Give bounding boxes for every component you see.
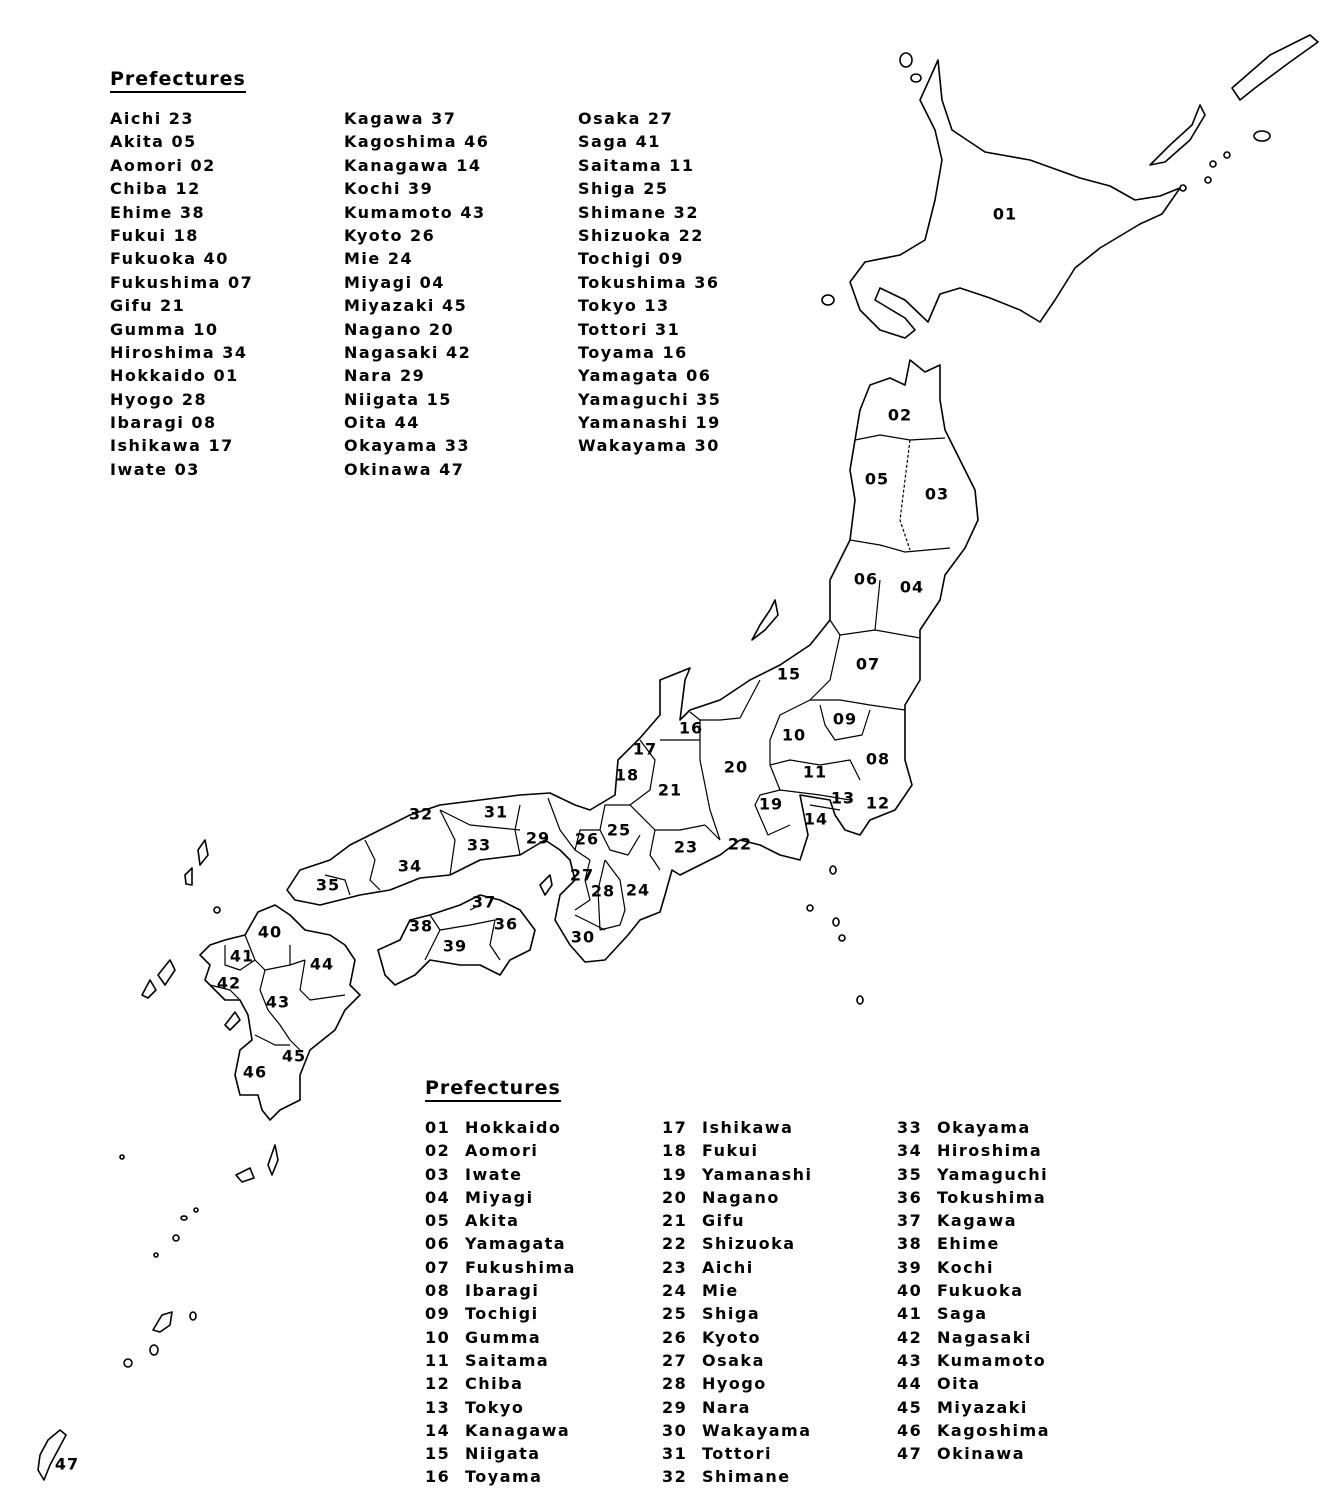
alpha-legend-entry: Kochi 39 — [344, 179, 434, 199]
numeric-legend-entry — [897, 1256, 1050, 1279]
numeric-legend-column-2 — [662, 1116, 812, 1489]
numeric-legend-code: 15 — [425, 1444, 451, 1464]
islet-3 — [1205, 177, 1211, 183]
map-prefecture-number: 31 — [483, 802, 509, 822]
numeric-legend-name: Yamagata — [465, 1234, 567, 1254]
numeric-legend-heading: Prefectures — [425, 1077, 561, 1102]
alpha-legend-entry: Fukuoka 40 — [110, 249, 229, 269]
numeric-legend-entry — [425, 1396, 576, 1419]
numeric-legend-column-1 — [425, 1116, 576, 1489]
numeric-legend-code: 26 — [662, 1327, 688, 1347]
numeric-legend-code: 23 — [662, 1257, 688, 1277]
map-prefecture-number: 45 — [281, 1046, 307, 1066]
numeric-legend-name: Fukui — [702, 1141, 759, 1161]
alpha-legend-entry: Hokkaido 01 — [110, 366, 239, 386]
map-prefecture-number: 29 — [525, 828, 551, 848]
numeric-legend-name: Fukuoka — [937, 1281, 1024, 1301]
numeric-legend-code: 01 — [425, 1118, 451, 1137]
numeric-legend-code: 04 — [425, 1187, 451, 1207]
alpha-legend-entry: Yamanashi 19 — [578, 413, 721, 433]
numeric-legend-entry — [662, 1209, 812, 1232]
islet-1 — [1210, 161, 1216, 167]
alpha-legend-entry: Saga 41 — [578, 132, 661, 152]
numeric-legend-code: 24 — [662, 1281, 688, 1301]
numeric-legend-entry — [425, 1419, 576, 1442]
numeric-legend-entry — [425, 1442, 576, 1465]
numeric-legend-entry — [897, 1442, 1050, 1465]
map-prefecture-number: 37 — [471, 892, 497, 912]
islet-4 — [1180, 185, 1186, 191]
alpha-legend-entry: Nagasaki 42 — [344, 342, 472, 362]
numeric-legend-entry — [897, 1419, 1050, 1442]
alpha-legend-entry: Akita 05 — [110, 132, 197, 152]
numeric-legend-code: 30 — [662, 1420, 688, 1440]
numeric-legend-entry — [662, 1139, 812, 1162]
numeric-legend-entry — [425, 1372, 576, 1395]
map-prefecture-number: 33 — [466, 835, 492, 855]
alpha-legend-entry: Tottori 31 — [578, 319, 681, 339]
numeric-legend-entry — [662, 1232, 812, 1255]
numeric-legend-name: Aomori — [465, 1141, 539, 1161]
islet-8 — [181, 1216, 187, 1220]
islet-12 — [150, 1345, 158, 1355]
izu-islet-4 — [839, 935, 845, 941]
numeric-legend-entry — [425, 1139, 576, 1162]
numeric-legend-entry — [662, 1256, 812, 1279]
awaji-island — [540, 875, 552, 895]
numeric-legend-code: 20 — [662, 1187, 688, 1207]
numeric-legend-code: 10 — [425, 1327, 451, 1347]
numeric-legend-entry — [662, 1442, 812, 1465]
numeric-legend-entry — [662, 1302, 812, 1325]
numeric-legend-name: Yamanashi — [702, 1164, 813, 1184]
numeric-legend-name: Kochi — [937, 1257, 994, 1277]
map-prefecture-number: 22 — [727, 834, 753, 854]
numeric-legend-entry — [425, 1302, 576, 1325]
alpha-legend-entry: Mie 24 — [344, 249, 414, 269]
numeric-legend-name: Hyogo — [702, 1374, 767, 1394]
alpha-legend-entry: Kanagawa 14 — [344, 155, 482, 175]
numeric-legend-code: 43 — [897, 1350, 923, 1370]
numeric-legend-entry — [662, 1419, 812, 1442]
numeric-legend-name: Shiga — [702, 1304, 761, 1324]
numeric-legend-name: Miyazaki — [937, 1397, 1028, 1417]
map-prefecture-number: 13 — [830, 788, 856, 808]
numeric-legend-entry — [662, 1116, 812, 1139]
map-prefecture-number: 20 — [723, 757, 749, 777]
rishiri-island — [900, 53, 912, 67]
map-prefecture-number: 39 — [442, 936, 468, 956]
tanegashima-island — [268, 1145, 278, 1175]
numeric-legend-entry — [662, 1163, 812, 1186]
alpha-legend-entry: Miyagi 04 — [344, 272, 445, 292]
numeric-legend-code: 38 — [897, 1234, 923, 1254]
numeric-legend-entry — [662, 1279, 812, 1302]
numeric-legend-code: 37 — [897, 1211, 923, 1231]
numeric-legend-name: Saga — [937, 1304, 988, 1324]
numeric-legend-name: Fukushima — [465, 1257, 576, 1277]
alpha-legend-entry: Nara 29 — [344, 366, 426, 386]
map-prefecture-number: 30 — [570, 927, 596, 947]
yakushima-island — [236, 1168, 254, 1182]
hokkaido-outline — [850, 60, 1180, 338]
alpha-legend-entry: Okayama 33 — [344, 436, 471, 456]
map-prefecture-number: 42 — [216, 973, 242, 993]
numeric-legend-entry — [897, 1209, 1050, 1232]
numeric-legend-entry — [425, 1163, 576, 1186]
numeric-legend-name: Nagano — [702, 1187, 780, 1207]
alpha-legend-entry: Oita 44 — [344, 413, 420, 433]
map-prefecture-number: 24 — [625, 880, 651, 900]
alpha-legend-entry: Toyama 16 — [578, 342, 688, 362]
map-prefecture-number: 05 — [864, 469, 890, 489]
numeric-legend-code: 14 — [425, 1420, 451, 1440]
numeric-legend-name: Nagasaki — [937, 1327, 1032, 1347]
numeric-legend-code: 39 — [897, 1257, 923, 1277]
numeric-legend-entry — [662, 1326, 812, 1349]
map-prefecture-number: 16 — [678, 718, 704, 738]
numeric-legend-code: 06 — [425, 1234, 451, 1254]
alpha-legend-entry: Iwate 03 — [110, 459, 200, 479]
alpha-legend-entry: Aomori 02 — [110, 155, 216, 175]
alpha-legend-entry: Tokyo 13 — [578, 296, 670, 316]
map-prefecture-number: 25 — [606, 820, 632, 840]
numeric-legend-code: 12 — [425, 1374, 451, 1394]
map-prefecture-number: 18 — [614, 765, 640, 785]
numeric-legend-entry — [897, 1372, 1050, 1395]
numeric-legend-entry — [897, 1139, 1050, 1162]
numeric-legend-entry — [897, 1302, 1050, 1325]
numeric-legend-code: 13 — [425, 1397, 451, 1417]
alpha-legend-entry: Wakayama 30 — [578, 436, 720, 456]
map-prefecture-number: 26 — [574, 829, 600, 849]
map-prefecture-number: 43 — [265, 992, 291, 1012]
numeric-legend-column-3 — [897, 1116, 1050, 1465]
numeric-legend-name: Gifu — [702, 1211, 745, 1231]
numeric-legend-name: Kyoto — [702, 1327, 761, 1347]
numeric-legend-code: 27 — [662, 1350, 688, 1370]
numeric-legend-code: 40 — [897, 1281, 923, 1301]
alpha-legend-entry: Chiba 12 — [110, 179, 201, 199]
alpha-legend-entry: Kagawa 37 — [344, 109, 457, 128]
numeric-legend-entry — [897, 1232, 1050, 1255]
alpha-legend-entry: Yamagata 06 — [578, 366, 712, 386]
sado-island — [752, 600, 778, 640]
rebun-island — [911, 74, 921, 82]
map-prefecture-number: 23 — [673, 837, 699, 857]
map-prefecture-number: 47 — [54, 1454, 80, 1474]
numeric-legend-code: 31 — [662, 1444, 688, 1464]
numeric-legend-code: 41 — [897, 1304, 923, 1324]
numeric-legend-code: 28 — [662, 1374, 688, 1394]
map-prefecture-number: 35 — [315, 875, 341, 895]
numeric-legend-name: Mie — [702, 1281, 739, 1301]
numeric-legend-name: Shimane — [702, 1467, 791, 1487]
alpha-legend-entry: Niigata 15 — [344, 389, 452, 409]
numeric-legend-code: 29 — [662, 1397, 688, 1417]
numeric-legend-name: Tottori — [702, 1444, 772, 1464]
alpha-legend-entry: Yamaguchi 35 — [578, 389, 722, 409]
izu-islet-2 — [807, 905, 813, 911]
map-prefecture-number: 08 — [865, 749, 891, 769]
map-prefecture-number: 01 — [992, 204, 1018, 224]
alpha-legend-entry: Miyazaki 45 — [344, 296, 468, 316]
map-prefecture-number: 03 — [924, 484, 950, 504]
numeric-legend-code: 09 — [425, 1304, 451, 1324]
numeric-legend-entry — [425, 1465, 576, 1488]
numeric-legend-name: Shizuoka — [702, 1234, 796, 1254]
alpha-legend-entry: Saitama 11 — [578, 155, 695, 175]
alpha-legend-entry: Nagano 20 — [344, 319, 455, 339]
numeric-legend-name: Tokushima — [937, 1187, 1047, 1207]
alpha-legend-entry: Ibaragi 08 — [110, 413, 217, 433]
alpha-legend-entry: Gifu 21 — [110, 296, 186, 316]
islet-13 — [124, 1359, 132, 1367]
alpha-legend-entry: Shimane 32 — [578, 202, 699, 222]
numeric-legend-entry — [425, 1279, 576, 1302]
numeric-legend-code: 19 — [662, 1164, 688, 1184]
numeric-legend-code: 32 — [662, 1467, 688, 1487]
tsushima-island-1 — [198, 840, 208, 865]
izu-islet-3 — [833, 918, 839, 926]
numeric-legend-code: 05 — [425, 1211, 451, 1231]
alpha-legend-entry: Ehime 38 — [110, 202, 206, 222]
kuril-island-1 — [1150, 105, 1205, 165]
islet-7 — [194, 1208, 198, 1212]
numeric-legend-name: Ishikawa — [702, 1118, 794, 1137]
numeric-legend-entry — [662, 1186, 812, 1209]
map-prefecture-number: 41 — [229, 946, 255, 966]
izu-islet-5 — [857, 996, 863, 1004]
alpha-legend-heading: Prefectures — [110, 68, 246, 93]
map-prefecture-number: 15 — [776, 664, 802, 684]
numeric-legend-name: Akita — [465, 1211, 520, 1231]
numeric-legend-name: Okayama — [937, 1118, 1031, 1137]
map-prefecture-number: 27 — [569, 865, 595, 885]
numeric-legend-entry — [662, 1349, 812, 1372]
numeric-legend-entry — [662, 1372, 812, 1395]
numeric-legend-entry — [425, 1256, 576, 1279]
goto-island-2 — [142, 980, 156, 998]
numeric-legend-name: Hiroshima — [937, 1141, 1043, 1161]
numeric-legend-name: Kagoshima — [937, 1420, 1051, 1440]
numeric-legend-entry — [425, 1349, 576, 1372]
map-prefecture-number: 40 — [257, 922, 283, 942]
alpha-legend-entry: Osaka 27 — [578, 109, 674, 128]
map-prefecture-number: 28 — [590, 881, 616, 901]
numeric-legend-code: 07 — [425, 1257, 451, 1277]
map-prefecture-number: 21 — [657, 780, 683, 800]
numeric-legend-name: Saitama — [465, 1350, 550, 1370]
map-prefecture-number: 11 — [802, 762, 828, 782]
numeric-legend-name: Niigata — [465, 1444, 541, 1464]
numeric-legend-code: 35 — [897, 1164, 923, 1184]
islet-11 — [190, 1312, 196, 1320]
numeric-legend-entry — [897, 1186, 1050, 1209]
alpha-legend-entry: Hyogo 28 — [110, 389, 208, 409]
alpha-legend-entry: Kyoto 26 — [344, 225, 436, 245]
map-prefecture-number: 34 — [397, 856, 423, 876]
alpha-legend-entry: Ishikawa 17 — [110, 436, 234, 456]
amami-island — [153, 1312, 172, 1332]
numeric-legend-name: Ibaragi — [465, 1281, 540, 1301]
numeric-legend-name: Nara — [702, 1397, 751, 1417]
numeric-legend-name: Aichi — [702, 1257, 754, 1277]
numeric-legend-code: 02 — [425, 1141, 451, 1161]
numeric-legend-entry — [897, 1326, 1050, 1349]
numeric-legend-name: Wakayama — [702, 1420, 812, 1440]
map-prefecture-number: 44 — [309, 954, 335, 974]
alpha-legend-entry: Aichi 23 — [110, 109, 195, 128]
islet-9 — [173, 1235, 179, 1241]
numeric-legend-entry — [425, 1186, 576, 1209]
numeric-legend-code: 25 — [662, 1304, 688, 1324]
goto-island-1 — [158, 960, 175, 985]
numeric-legend-name: Oita — [937, 1374, 981, 1394]
numeric-legend-name: Toyama — [465, 1467, 543, 1487]
alpha-legend-entry: Tokushima 36 — [578, 272, 720, 292]
map-prefecture-number: 17 — [632, 739, 658, 759]
numeric-legend-name: Hokkaido — [465, 1118, 562, 1137]
islet-5 — [214, 907, 220, 913]
numeric-legend-entry — [425, 1232, 576, 1255]
numeric-legend-entry — [897, 1279, 1050, 1302]
izu-islet-1 — [830, 866, 836, 874]
numeric-legend-code: 45 — [897, 1397, 923, 1417]
alpha-legend-entry: Kumamoto 43 — [344, 202, 486, 222]
numeric-legend-name: Iwate — [465, 1164, 523, 1184]
numeric-legend-code: 36 — [897, 1187, 923, 1207]
alpha-legend-entry: Tochigi 09 — [578, 249, 684, 269]
numeric-legend-name: Okinawa — [937, 1444, 1025, 1464]
numeric-legend-entry — [662, 1465, 812, 1488]
amakusa-island — [225, 1012, 240, 1030]
numeric-legend-code: 18 — [662, 1141, 688, 1161]
numeric-legend-code: 47 — [897, 1444, 923, 1464]
map-prefecture-number: 46 — [242, 1062, 268, 1082]
alpha-legend-entry: Fukui 18 — [110, 225, 199, 245]
islet-10 — [154, 1253, 158, 1257]
map-prefecture-number: 07 — [855, 654, 881, 674]
islet-2 — [1224, 152, 1230, 158]
alpha-legend-entry: Okinawa 47 — [344, 459, 465, 479]
numeric-legend-entry — [425, 1209, 576, 1232]
map-prefecture-number: 02 — [887, 405, 913, 425]
numeric-legend-name: Tochigi — [465, 1304, 539, 1324]
map-prefecture-number: 19 — [758, 794, 784, 814]
numeric-legend-entry — [425, 1326, 576, 1349]
numeric-legend-name: Gumma — [465, 1327, 542, 1347]
numeric-legend-name: Ehime — [937, 1234, 1000, 1254]
map-prefecture-number: 12 — [865, 793, 891, 813]
kuril-island-2 — [1232, 35, 1318, 100]
numeric-legend-name: Tokyo — [465, 1397, 525, 1417]
alpha-legend-entry: Shizuoka 22 — [578, 225, 704, 245]
map-prefecture-number: 38 — [408, 916, 434, 936]
numeric-legend-entry — [662, 1396, 812, 1419]
numeric-legend-code: 46 — [897, 1420, 923, 1440]
alpha-legend-entry: Shiga 25 — [578, 179, 669, 199]
map-prefecture-number: 32 — [408, 804, 434, 824]
kuril-island-3 — [1254, 131, 1270, 141]
numeric-legend-entry — [425, 1116, 576, 1139]
numeric-legend-code: 08 — [425, 1281, 451, 1301]
numeric-legend-name: Kanagawa — [465, 1420, 571, 1440]
numeric-legend-code: 11 — [425, 1350, 451, 1370]
alpha-legend-entry: Gumma 10 — [110, 319, 219, 339]
map-prefecture-number: 06 — [853, 569, 879, 589]
numeric-legend-code: 42 — [897, 1327, 923, 1347]
okushiri-island — [822, 295, 834, 305]
map-prefecture-number: 04 — [899, 577, 925, 597]
numeric-legend-entry — [897, 1116, 1050, 1139]
numeric-legend-code: 21 — [662, 1211, 688, 1231]
islet-6 — [120, 1155, 124, 1159]
alpha-legend-entry: Hiroshima 34 — [110, 342, 248, 362]
numeric-legend-entry — [897, 1163, 1050, 1186]
alpha-legend-entry: Kagoshima 46 — [344, 132, 490, 152]
numeric-legend-code: 33 — [897, 1118, 923, 1137]
numeric-legend-name: Kagawa — [937, 1211, 1018, 1231]
numeric-legend-name: Kumamoto — [937, 1350, 1047, 1370]
numeric-legend-name: Chiba — [465, 1374, 524, 1394]
numeric-legend-name: Yamaguchi — [937, 1164, 1049, 1184]
alpha-legend-entry: Fukushima 07 — [110, 272, 254, 292]
numeric-legend-code: 22 — [662, 1234, 688, 1254]
numeric-legend-code: 44 — [897, 1374, 923, 1394]
numeric-legend-code: 16 — [425, 1467, 451, 1487]
numeric-legend-entry — [897, 1396, 1050, 1419]
map-prefecture-number: 14 — [803, 809, 829, 829]
map-prefecture-number: 09 — [832, 709, 858, 729]
map-prefecture-number: 36 — [493, 914, 519, 934]
tsushima-island-2 — [185, 868, 192, 885]
numeric-legend-code: 03 — [425, 1164, 451, 1184]
numeric-legend-entry — [897, 1349, 1050, 1372]
numeric-legend-code: 34 — [897, 1141, 923, 1161]
map-prefecture-number: 10 — [781, 725, 807, 745]
numeric-legend-name: Osaka — [702, 1350, 765, 1370]
numeric-legend-code: 17 — [662, 1118, 688, 1137]
numeric-legend-name: Miyagi — [465, 1187, 534, 1207]
